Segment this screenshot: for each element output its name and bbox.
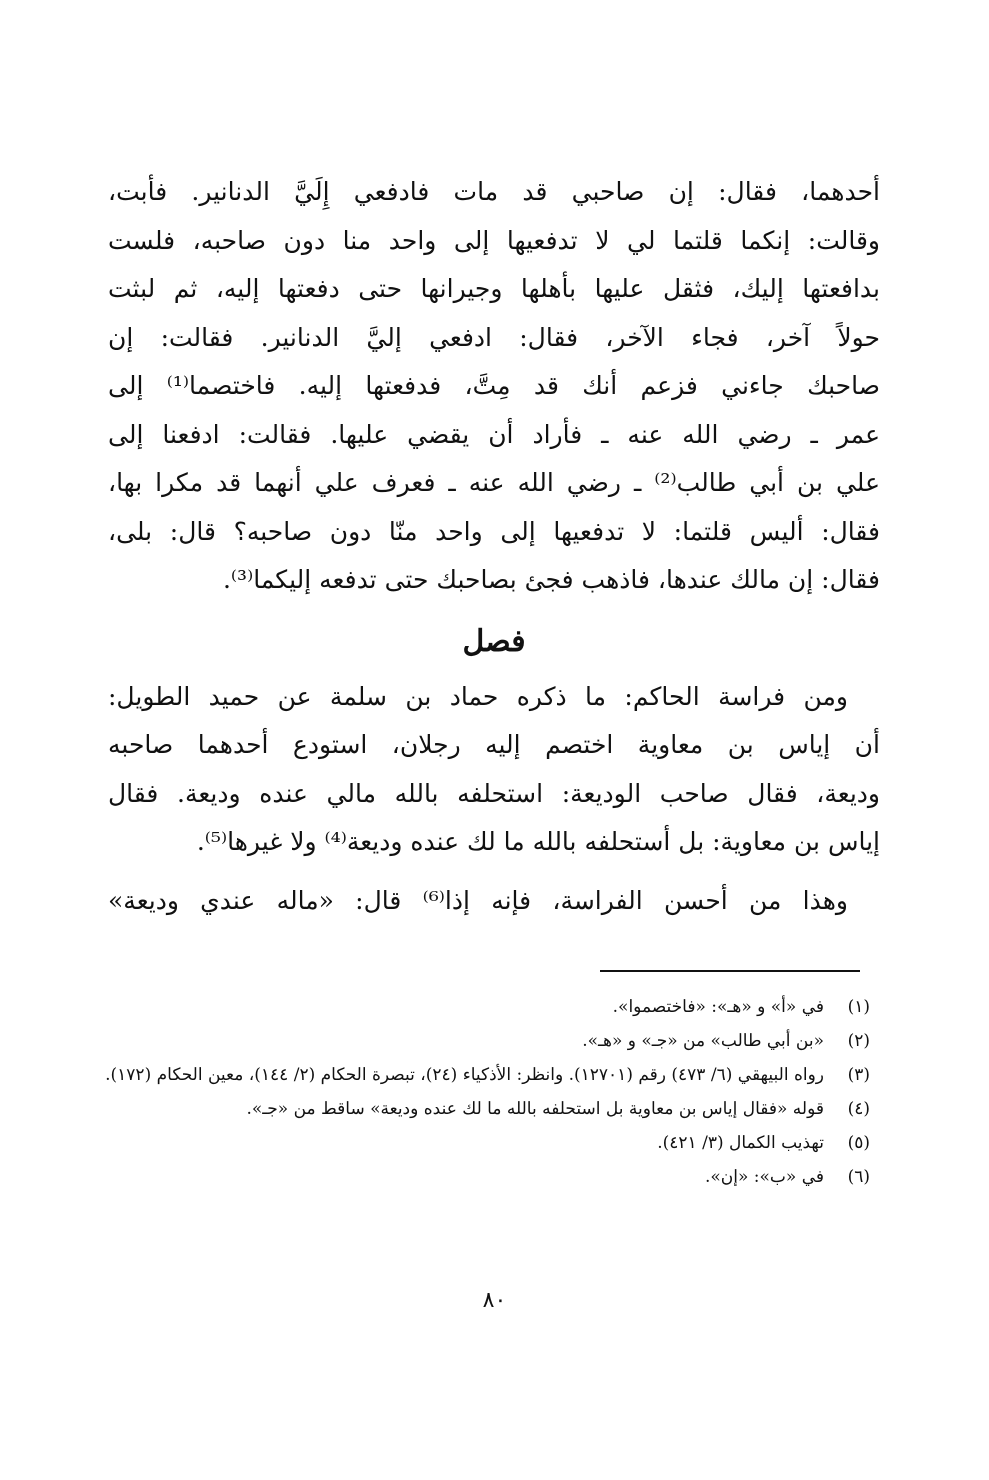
footnote-item xyxy=(100,1092,870,1126)
footnote-number: (١) xyxy=(847,997,870,1017)
main-text xyxy=(108,168,880,925)
text-line: وقالت: إنكما قلتما لي لا تدفعيها إلى واحد منا دون صاحبه، فلست xyxy=(108,225,880,255)
paragraph-gap xyxy=(108,867,880,877)
text-line: عمر ـ رضي الله عنه ـ فأراد أن يقضي عليها. فقالت: ادفعنا إلى xyxy=(108,419,880,449)
paragraph-3 xyxy=(108,877,880,926)
footnotes xyxy=(100,990,870,1194)
text-line: أن إياس بن معاوية اختصم إليه رجلان، استودع أحدهما صاحبه xyxy=(108,730,880,759)
text-line: صاحبك جاءني فزعم أنك قد مِتَّ، فدفعتها إليه. فاختصما⁽¹⁾ إلى xyxy=(108,371,880,400)
text-line: فقال: إن مالك عندها، فاذهب فجئ بصاحبك حتى تدفعه إليكما⁽³⁾. xyxy=(222,565,880,594)
footnote-item xyxy=(100,990,870,1024)
footnote-number: (٣) xyxy=(847,1065,870,1085)
footnote-text: في «أ» و «هـ»: «فاختصموا». xyxy=(612,997,824,1017)
paragraph-1 xyxy=(108,168,880,605)
footnote-text: رواه البيهقي (٦/ ٤٧٣) رقم (١٢٧٠١). وانظر: الأذكياء (٢٤)، تبصرة الحكام (٢/ ١٤٤)، معين الحكام (١٧٢). xyxy=(105,1065,824,1085)
text-line: أحدهما، فقال: إن صاحبي قد مات فادفعي إِلَيَّ الدنانير. فأبت، xyxy=(108,177,880,206)
text-line: حولاً آخر، فجاء الآخر، فقال: ادفعي إليَّ الدنانير. فقالت: إن xyxy=(108,322,880,352)
text-line: بدافعتها إليك، فثقل عليها بأهلها وجيرانها حتى دفعتها إليه، ثم لبثت xyxy=(108,274,880,303)
footnote-item xyxy=(100,1058,870,1092)
text-line: ومن فراسة الحاكم: ما ذكره حماد بن سلمة عن حميد الطويل: xyxy=(108,681,848,711)
text-line: علي بن أبي طالب⁽²⁾ ـ رضي الله عنه ـ فعرف علي أنهما قد مكرا بها، xyxy=(108,468,881,497)
footnote-item xyxy=(100,1160,870,1194)
text-line: إياس بن معاوية: بل أستحلفه بالله ما لك عنده وديعة⁽⁴⁾ ولا غيرها⁽⁵⁾. xyxy=(196,827,880,856)
footnote-item xyxy=(100,1024,870,1058)
footnote-text: قوله «فقال إياس بن معاوية بل استحلفه بالله ما لك عنده وديعة» ساقط من «جـ». xyxy=(246,1099,824,1119)
footnote-number: (٥) xyxy=(847,1133,870,1153)
footnote-text: «بن أبي طالب» من «جـ» و «هـ». xyxy=(582,1031,824,1051)
footnote-separator xyxy=(600,970,860,972)
footnote-item xyxy=(100,1126,870,1160)
footnote-number: (٦) xyxy=(847,1167,870,1187)
footnote-number: (٢) xyxy=(847,1031,870,1051)
footnote-number: (٤) xyxy=(847,1099,870,1119)
footnote-text: في «ب»: «إن». xyxy=(704,1167,824,1187)
paragraph-2 xyxy=(108,673,880,867)
text-line: وديعة، فقال صاحب الوديعة: استحلفه بالله مالي عنده وديعة. فقال xyxy=(108,778,880,808)
page-number: ٨٠ xyxy=(482,1288,507,1313)
footnote-text: تهذيب الكمال (٣/ ٤٢١). xyxy=(657,1133,824,1153)
section-heading: فصل xyxy=(462,623,526,659)
text-line: فقال: أليس قلتما: لا تدفعيها إلى واحد منّا دون صاحبه؟ قال: بلى، xyxy=(108,516,880,546)
text-line: وهذا من أحسن الفراسة، فإنه إذا⁽⁶⁾ قال: «ماله عندي وديعة» xyxy=(108,885,848,915)
